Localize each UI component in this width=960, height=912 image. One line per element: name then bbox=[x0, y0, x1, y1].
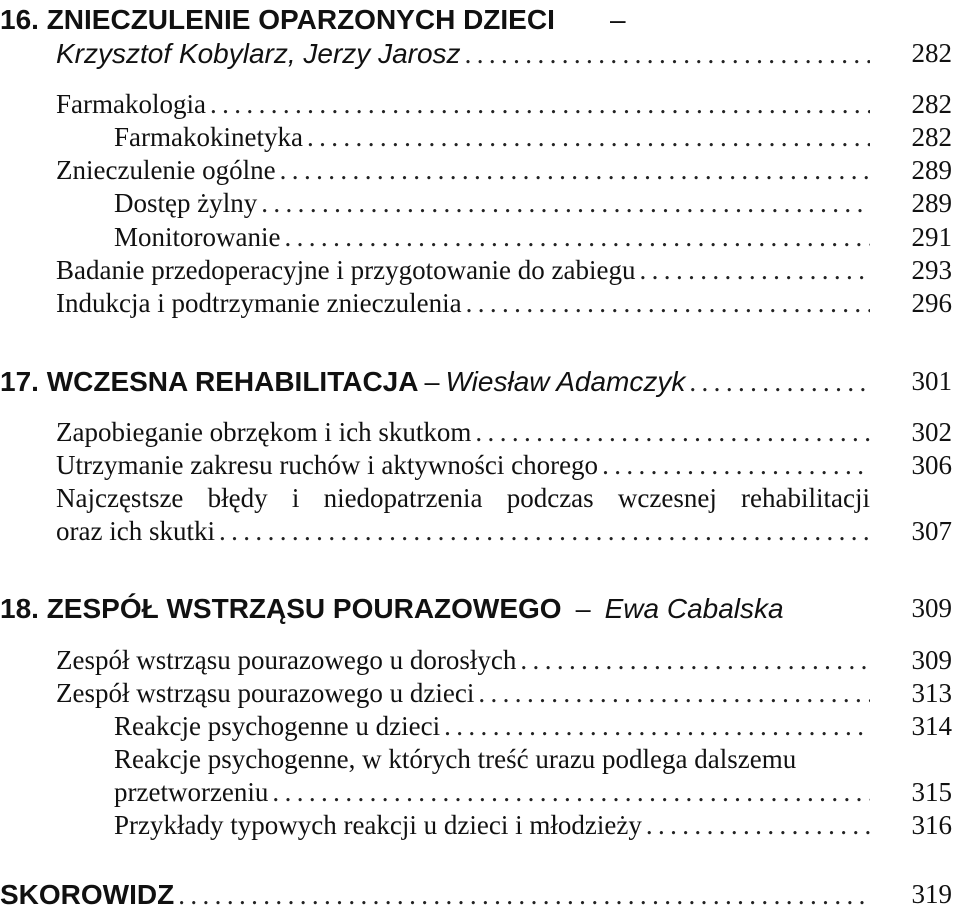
toc-entry-page: 289 bbox=[911, 188, 952, 218]
toc-entry-page: 313 bbox=[911, 678, 952, 708]
chapter-16-authors: Krzysztof Kobylarz, Jerzy Jarosz bbox=[56, 38, 461, 69]
toc-entry-page: 307 bbox=[911, 516, 952, 546]
toc-entry-label-line2: oraz ich skutki bbox=[56, 516, 215, 546]
toc-entry bbox=[56, 515, 870, 548]
toc-entry-page: 291 bbox=[911, 222, 952, 252]
toc-entry-page: 314 bbox=[911, 711, 952, 741]
toc-entry-page: 309 bbox=[911, 645, 952, 675]
chapter-17-title: 17. WCZESNA REHABILITACJA bbox=[0, 366, 419, 397]
toc-entry-label: Znieczulenie ogólne bbox=[56, 155, 276, 185]
chapter-17-heading bbox=[0, 365, 870, 399]
index-title: SKOROWIDZ bbox=[0, 879, 175, 910]
index-heading bbox=[0, 878, 870, 912]
toc-entry-page: 306 bbox=[911, 450, 952, 480]
toc-entry-label: Zespół wstrząsu pourazowego u dzieci bbox=[56, 678, 475, 708]
toc-entry-label: Dostęp żylny bbox=[114, 188, 258, 218]
toc-entry-label: Farmakologia bbox=[56, 89, 206, 119]
toc-entry-label: Utrzymanie zakresu ruchów i aktywności chorego bbox=[56, 450, 599, 480]
chapter-16-title: 16. ZNIECZULENIE OPARZONYCH DZIECI bbox=[0, 4, 555, 35]
toc-entry bbox=[114, 809, 870, 842]
toc-entry bbox=[56, 254, 870, 287]
toc-entry-label-line2: przetworzeniu bbox=[114, 777, 269, 807]
chapter-17-authors: Wiesław Adamczyk bbox=[445, 366, 686, 397]
toc-entry-label: Farmakokinetyka bbox=[114, 122, 303, 152]
toc-entry-label-line1: Reakcje psychogenne, w których treść urazu podlega dalszemu bbox=[114, 744, 797, 774]
toc-entry-label: Przykłady typowych reakcji u dzieci i młodzieży bbox=[114, 810, 642, 840]
toc-entry-page: 289 bbox=[911, 155, 952, 185]
chapter-16-page: 282 bbox=[911, 38, 952, 68]
toc-entry-page: 293 bbox=[911, 255, 952, 285]
toc-entry-label: Zapobieganie obrzękom i ich skutkom bbox=[56, 417, 472, 447]
toc-entry-label: Monitorowanie bbox=[114, 222, 281, 252]
chapter-18-authors: Ewa Cabalska bbox=[604, 593, 784, 624]
chapter-17-page: 301 bbox=[911, 366, 952, 396]
toc-entry-page: 302 bbox=[911, 417, 952, 447]
chapter-16-dash: – bbox=[610, 4, 626, 35]
toc-entry-page: 282 bbox=[911, 122, 952, 152]
toc-entry bbox=[114, 221, 870, 254]
toc-entry bbox=[114, 187, 870, 220]
toc-entry bbox=[114, 776, 870, 809]
chapter-17-dash: – bbox=[424, 367, 440, 397]
toc-entry bbox=[56, 416, 870, 449]
toc-entry-page: 282 bbox=[911, 89, 952, 119]
toc-entry bbox=[56, 154, 870, 187]
leader-dots bbox=[461, 38, 870, 71]
toc-entry-label: Badanie przedoperacyjne i przygotowanie do zabiegu bbox=[56, 255, 636, 285]
chapter-18-heading bbox=[0, 592, 880, 626]
toc-entry-label-line1: Najczęstsze błędy i niedopatrzenia podczas wczesnej rehabilitacji bbox=[56, 483, 870, 513]
toc-entry-page: 315 bbox=[911, 777, 952, 807]
chapter-18-page: 309 bbox=[911, 593, 952, 623]
toc-entry bbox=[56, 677, 870, 710]
toc-entry bbox=[56, 644, 870, 677]
toc-entry bbox=[56, 287, 870, 320]
toc-entry bbox=[114, 710, 870, 743]
toc-entry-page: 316 bbox=[911, 810, 952, 840]
leader-dots bbox=[685, 366, 870, 399]
toc-entry bbox=[114, 121, 870, 154]
toc-entry-label: Zespół wstrząsu pourazowego u dorosłych bbox=[56, 645, 517, 675]
toc-entry bbox=[56, 449, 870, 482]
index-page: 319 bbox=[911, 879, 952, 909]
chapter-18-title: 18. ZESPÓŁ WSTRZĄSU POURAZOWEGO bbox=[0, 593, 562, 624]
chapter-18-dash: – bbox=[575, 594, 591, 624]
toc-entry-page: 296 bbox=[911, 288, 952, 318]
chapter-16-authors-line bbox=[56, 37, 870, 71]
toc-entry-label: Indukcja i podtrzymanie znieczulenia bbox=[56, 288, 462, 318]
toc-entry bbox=[56, 88, 870, 121]
toc-entry-label: Reakcje psychogenne u dzieci bbox=[114, 711, 441, 741]
